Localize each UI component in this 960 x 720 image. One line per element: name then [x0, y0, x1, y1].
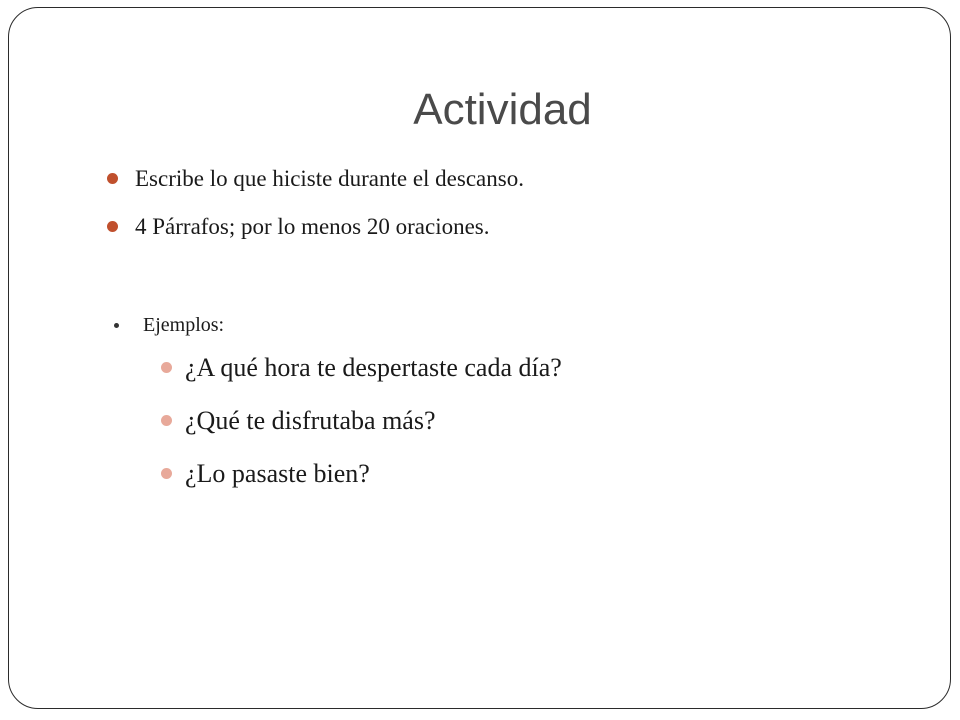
example-dot-icon: [161, 468, 172, 479]
bullet-dot-icon: [107, 173, 118, 184]
example-text: ¿Qué te disfrutaba más?: [185, 406, 436, 435]
slide-title: Actividad: [413, 85, 592, 134]
example-text: ¿Lo pasaste bien?: [185, 459, 370, 488]
example-dot-icon: [161, 362, 172, 373]
example-text: ¿A qué hora te despertaste cada día?: [185, 353, 562, 382]
bullet-text: 4 Párrafos; por lo menos 20 oraciones.: [135, 214, 490, 239]
bullet-text: Escribe lo que hiciste durante el descanso.: [135, 166, 524, 191]
example-dot-icon: [161, 415, 172, 426]
small-bullet-dot-icon: [114, 323, 119, 328]
bullet-dot-icon: [107, 221, 118, 232]
examples-label: Ejemplos:: [143, 314, 225, 336]
